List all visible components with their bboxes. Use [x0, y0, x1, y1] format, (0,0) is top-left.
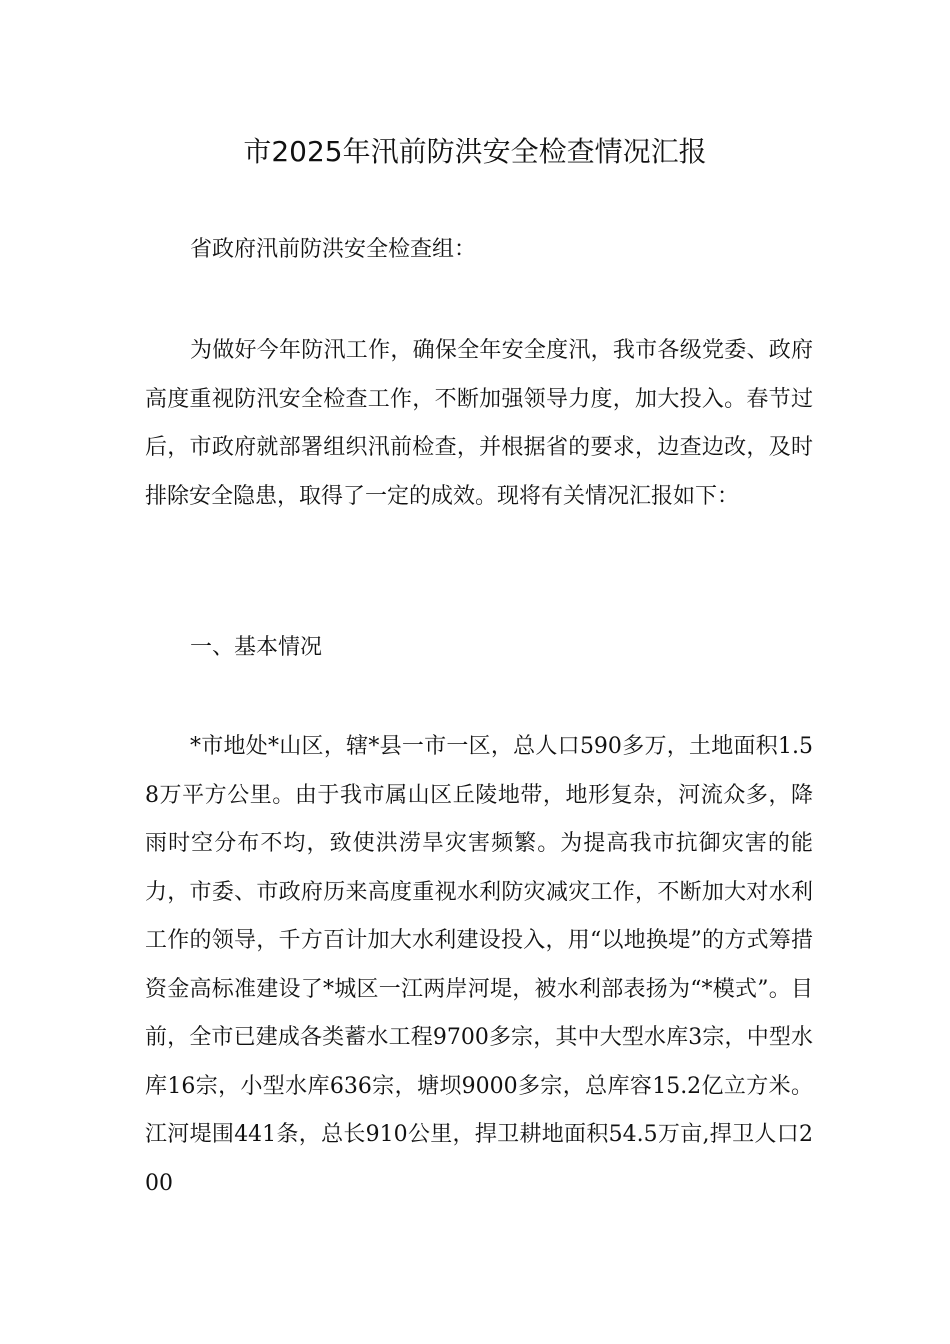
body-paragraph-1: 为做好今年防汛工作，确保全年安全度汛，我市各级党委、政府高度重视防汛安全检查工作，不断加强领导力度，加大投入。春节过后，市政府就部署组织汛前检查，并根据省的要求，边查边改，及时排除安全隐患，取得了一定的成效。现将有关情况汇报如下：: [145, 338, 813, 509]
salutation: 省政府汛前防洪安全检查组：: [190, 237, 477, 262]
document-title: 市2025年汛前防洪安全检查情况汇报: [243, 135, 707, 168]
body-paragraph-2: *市地处*山区，辖*县一市一区，总人口590多万，土地面积1.58万平方公里。由于我市属山区丘陵地带，地形复杂，河流众多，降雨时空分布不均，致使洪涝旱灾害频繁。为提高我市抗御灾害的能力，市委、市政府历来高度重视水利防灾减灾工作，不断加大对水利工作的领导，千方百计加大水利建设投入，用“以地换堤”的方式筹措资金高标准建设了*城区一江两岸河堤，被水利部表扬为“*模式”。目前，全市已建成各类蓄水工程9700多宗，其中大型水库3宗，中型水库16宗，小型水库636宗，塘坝9000多宗，总库容15.2亿立方米。江河堤围441条，总长910公里，捍卫耕地面积54.5万亩,捍卫人口200: [145, 734, 813, 1196]
section-heading-basic-situation: 一、基本情况: [190, 635, 323, 660]
